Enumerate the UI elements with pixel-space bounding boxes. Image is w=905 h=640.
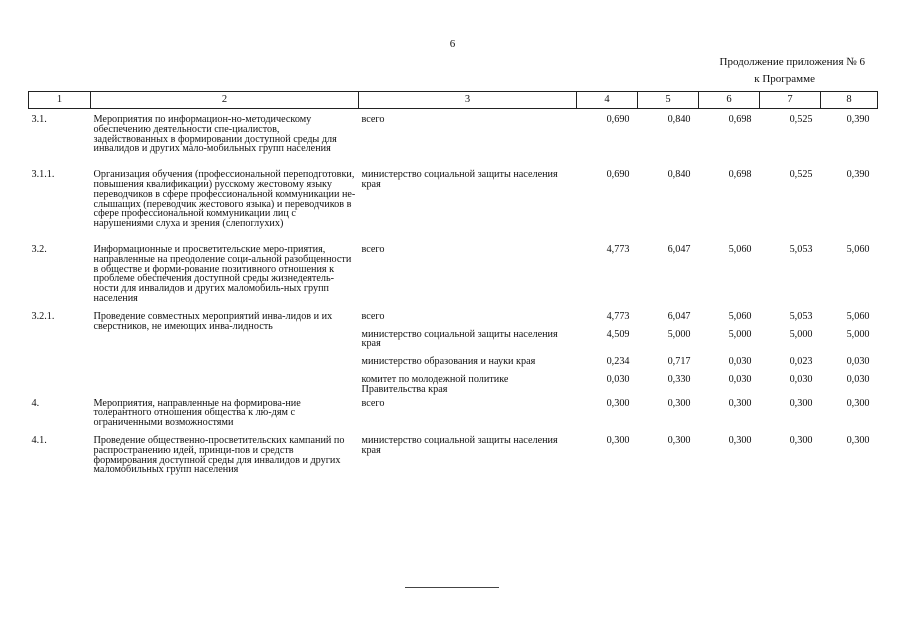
activity-description: Организация обучения (профессиональной переподготовки, повышения квалификации) русскому жестовому языку переводчиков в сфере профессиональной коммуникации не-слышащих (переводчик жестового языка) и переводчиков в сфере профессиональной коммуникации лиц с нарушениями слуха и зрения (слепоглухих) bbox=[93, 169, 356, 230]
funding-value: 0,030 bbox=[606, 373, 630, 385]
funding-value: 0,030 bbox=[846, 373, 870, 385]
funding-value: 4,509 bbox=[606, 328, 630, 340]
funding-value: 0,698 bbox=[728, 169, 752, 181]
table-row bbox=[29, 312, 878, 330]
funding-value: 5,053 bbox=[789, 310, 813, 322]
funding-value: 0,300 bbox=[606, 397, 630, 409]
funding-value: 5,060 bbox=[846, 310, 870, 322]
page-number: 6 bbox=[449, 38, 456, 50]
table-row bbox=[29, 245, 878, 312]
funding-value: 0,300 bbox=[667, 434, 691, 446]
table-row bbox=[29, 109, 878, 171]
header-cell: 4 bbox=[577, 92, 638, 109]
funding-value: 0,300 bbox=[667, 397, 691, 409]
activity-description: Информационные и просветительские меро-приятия, направленные на преодоление соци-альной разобщенности в обществе и форми-рование позитивного отношения к проблеме обеспечения доступной среды жизнедеятель-ности для инвалидов и других маломобиль-ных групп населения bbox=[93, 243, 352, 304]
funding-value: 5,000 bbox=[789, 328, 813, 340]
executor-name: всего bbox=[361, 397, 385, 409]
program-table bbox=[28, 91, 878, 479]
table-body bbox=[29, 109, 878, 480]
funding-value: 0,300 bbox=[606, 434, 630, 446]
funding-value: 6,047 bbox=[667, 243, 691, 255]
header-cell: 2 bbox=[91, 92, 359, 109]
row-number: 3.1. bbox=[31, 114, 47, 125]
funding-value: 4,773 bbox=[606, 310, 630, 322]
header-cell: 8 bbox=[821, 92, 878, 109]
header-cell: 6 bbox=[699, 92, 760, 109]
executor-name: всего bbox=[361, 243, 385, 255]
table-row bbox=[29, 170, 878, 245]
row-number: 3.1.1. bbox=[31, 169, 55, 181]
funding-value: 5,053 bbox=[789, 243, 813, 255]
row-number: 3.2. bbox=[31, 243, 47, 255]
funding-value: 0,840 bbox=[667, 114, 691, 125]
funding-value: 0,300 bbox=[728, 434, 752, 446]
funding-value: 0,300 bbox=[728, 397, 752, 409]
funding-value: 0,030 bbox=[846, 356, 870, 368]
funding-value: 0,234 bbox=[606, 356, 630, 368]
row-number: 4.1. bbox=[31, 434, 47, 446]
funding-value: 0,030 bbox=[728, 373, 752, 385]
activity-description: Мероприятия по информацион-но-методическому обеспечению деятельности спе-циалистов, задействованных в формировании доступной среды для инвалидов и других мало-мобильных групп населения bbox=[93, 114, 337, 155]
funding-value: 5,000 bbox=[728, 328, 752, 340]
funding-value: 5,000 bbox=[846, 328, 870, 340]
funding-value: 5,060 bbox=[728, 310, 752, 322]
executor-name: всего bbox=[361, 310, 385, 322]
funding-value: 0,690 bbox=[606, 114, 630, 125]
row-number: 4. bbox=[31, 397, 40, 409]
table-row bbox=[29, 399, 878, 436]
continuation-note bbox=[720, 54, 865, 88]
funding-value: 0,030 bbox=[728, 356, 752, 368]
executor-name: министерство образования и науки края bbox=[361, 356, 536, 368]
funding-value: 0,300 bbox=[789, 434, 813, 446]
activity-description: Мероприятия, направленные на формирова-ние толерантного отношения общества к лю-дям с ограниченными возможностями bbox=[93, 397, 301, 429]
funding-value: 0,300 bbox=[846, 397, 870, 409]
table-header-row bbox=[29, 92, 878, 109]
funding-value: 0,717 bbox=[667, 356, 691, 368]
executor-name: министерство социальной защиты населения края bbox=[361, 434, 558, 456]
funding-value: 5,060 bbox=[846, 243, 870, 255]
activity-description: Проведение совместных мероприятий инва-лидов и их сверстников, не имеющих инва-лидность bbox=[93, 310, 333, 332]
activity-description: Проведение общественно-просветительских кампаний по распространению идей, принци-пов и средств формирования доступной среды для инвалидов и других маломобильных групп населения bbox=[93, 434, 345, 476]
executor-name: министерство социальной защиты населения края bbox=[361, 328, 558, 350]
funding-value: 5,000 bbox=[667, 328, 691, 340]
footer-divider bbox=[405, 587, 499, 588]
funding-value: 0,390 bbox=[846, 114, 870, 125]
funding-value: 0,300 bbox=[846, 434, 870, 446]
funding-value: 0,840 bbox=[667, 169, 691, 181]
funding-value: 4,773 bbox=[606, 243, 630, 255]
funding-value: 5,060 bbox=[728, 243, 752, 255]
funding-value: 0,525 bbox=[789, 114, 813, 125]
funding-value: 0,300 bbox=[789, 397, 813, 409]
funding-value: 0,690 bbox=[606, 169, 630, 181]
header-cell: 5 bbox=[638, 92, 699, 109]
table-row bbox=[29, 436, 878, 479]
funding-value: 6,047 bbox=[667, 310, 691, 322]
row-number: 3.2.1. bbox=[31, 310, 55, 322]
funding-value: 0,330 bbox=[667, 373, 691, 385]
executor-name: всего bbox=[361, 114, 385, 125]
continuation-line-1: Продолжение приложения № 6 bbox=[719, 56, 865, 68]
funding-value: 0,390 bbox=[846, 169, 870, 181]
funding-value: 0,030 bbox=[789, 373, 813, 385]
funding-value: 0,525 bbox=[789, 169, 813, 181]
continuation-line-2: к Программе bbox=[754, 73, 815, 85]
header-cell: 7 bbox=[760, 92, 821, 109]
executor-name: комитет по молодежной политике Правительства края bbox=[361, 373, 509, 395]
executor-name: министерство социальной защиты населения края bbox=[361, 169, 558, 190]
funding-value: 0,023 bbox=[789, 356, 813, 368]
header-cell: 3 bbox=[359, 92, 577, 109]
funding-value: 0,698 bbox=[728, 114, 752, 125]
header-cell: 1 bbox=[29, 92, 91, 109]
